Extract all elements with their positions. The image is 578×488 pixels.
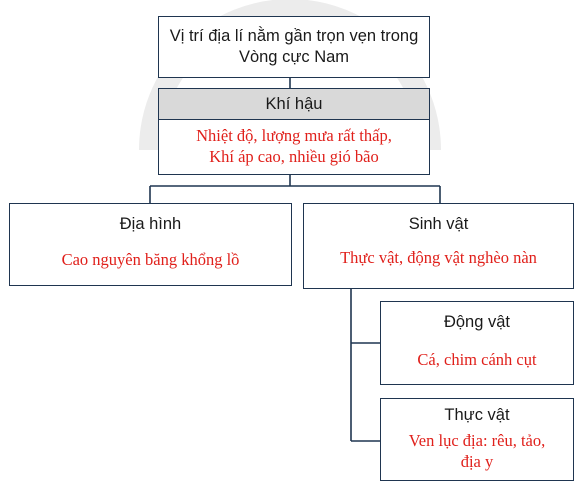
plants-detail-line2: địa y (460, 452, 494, 471)
plants-detail-line1: Ven lục địa: rêu, tảo, (408, 431, 546, 450)
plants-label: Thực vật (444, 406, 510, 424)
biota-box (303, 203, 574, 289)
climate-detail-line2: Khí áp cao, nhiều gió bão (209, 147, 379, 166)
animals-detail: Cá, chim cánh cụt (417, 350, 537, 369)
climate-box (158, 88, 430, 175)
terrain-label: Địa hình (119, 215, 182, 233)
climate-header (159, 89, 429, 120)
terrain-detail: Cao nguyên băng khổng lồ (61, 250, 240, 269)
animals-box (380, 301, 574, 385)
animals-label: Động vật (443, 313, 511, 331)
geographic-position-label: Vị trí địa lí nằm gần trọn vẹn trong Vòng cực Nam (169, 27, 419, 66)
biota-label: Sinh vật (408, 215, 469, 233)
climate-detail-line1: Nhiệt độ, lượng mưa rất thấp, (196, 126, 392, 145)
climate-label: Khí hậu (265, 95, 323, 113)
biota-detail: Thực vật, động vật nghèo nàn (340, 248, 537, 267)
terrain-box (9, 203, 292, 286)
plants-box (380, 398, 574, 481)
geographic-position-box (158, 16, 430, 78)
